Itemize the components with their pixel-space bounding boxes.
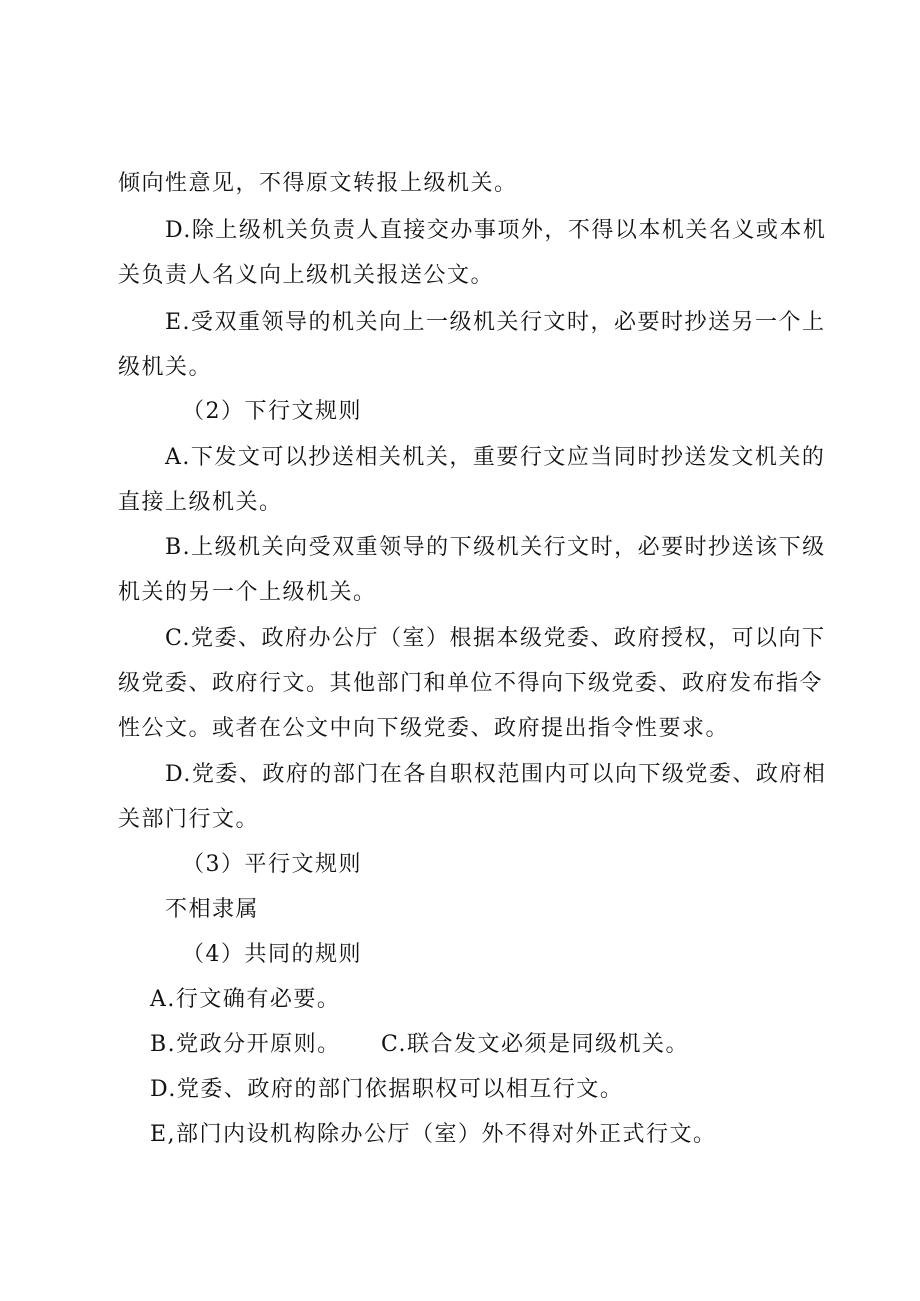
paragraph-line: A.下发文可以抄送相关机关，重要行文应当同时抄送发文机关的 [165,445,826,470]
paragraph-line: C.党委、政府办公厅（室）根据本级党委、政府授权，可以向下 [165,626,826,651]
section-heading: （2）下行文规则 [182,399,362,424]
paragraph-line: 性公文。或者在公文中向下级党委、政府提出指令性要求。 [118,716,730,741]
paragraph-line: D.党委、政府的部门在各自职权范围内可以向下级党委、政府相 [165,762,827,787]
paragraph-line: E,部门内设机构除办公厅（室）外不得对外正式行文。 [150,1122,717,1147]
section-heading: （4）共同的规则 [182,942,362,967]
paragraph-line: D.除上级机关负责人直接交办事项外，不得以本机关名义或本机 [165,218,827,243]
paragraph-line: 倾向性意见，不得原文转报上级机关。 [118,171,518,196]
paragraph-line: D.党委、政府的部门依据职权可以相互行文。 [150,1077,624,1102]
paragraph-line: 关负责人名义向上级机关报送公文。 [118,263,495,288]
paragraph-line: B.上级机关向受双重领导的下级机关行文时，必要时抄送该下级 [165,535,826,560]
paragraph-line: 直接上级机关。 [118,490,283,515]
paragraph-line: 不相隶属 [165,897,260,922]
paragraph-line: 级党委、政府行文。其他部门和单位不得向下级党委、政府发布指令 [118,671,824,696]
paragraph-line: 机关的另一个上级机关。 [118,580,377,605]
paragraph-line: 级机关。 [118,355,213,380]
paragraph-line: B.党政分开原则。 [150,1032,341,1057]
paragraph-line: C.联合发文必须是同级机关。 [381,1032,690,1057]
paragraph-line: A.行文确有必要。 [150,987,341,1012]
section-heading: （3）平行文规则 [182,852,362,877]
paragraph-line: 关部门行文。 [118,807,260,832]
paragraph-line: E.受双重领导的机关向上一级机关行文时，必要时抄送另一个上 [165,310,826,335]
